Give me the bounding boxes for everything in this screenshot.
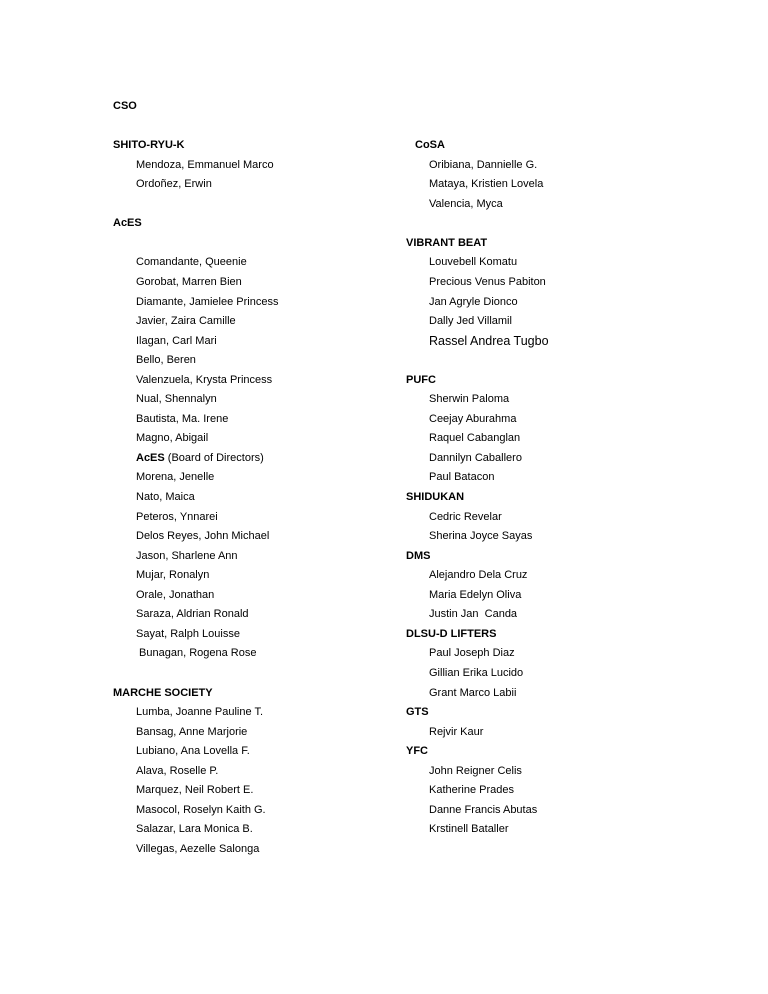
- member-name: Saraza, Aldrian Ronald: [136, 608, 249, 621]
- member-name: Oribiana, Dannielle G.: [429, 158, 538, 171]
- member-name: Comandante, Queenie: [136, 256, 247, 269]
- section-heading: PUFC: [406, 373, 436, 386]
- member-name: Lubiano, Ana Lovella F.: [136, 745, 250, 758]
- section-heading: VIBRANT BEAT: [406, 236, 488, 249]
- section-heading: AcES: [113, 217, 142, 230]
- member-name: Mataya, Kristien Lovela: [429, 178, 544, 191]
- member-name: Sayat, Ralph Louisse: [136, 627, 240, 640]
- member-name: Jason, Sharlene Ann: [136, 549, 238, 562]
- member-name: Cedric Revelar: [429, 510, 502, 523]
- member-name: Gillian Erika Lucido: [429, 666, 524, 679]
- member-name: Morena, Jenelle: [136, 471, 215, 484]
- member-name: Rassel Andrea Tugbo: [429, 333, 549, 348]
- member-name: Lumba, Joanne Pauline T.: [136, 706, 263, 719]
- member-name: Jan Agryle Dionco: [429, 295, 518, 308]
- member-name: AcES (Board of Directors): [136, 451, 264, 464]
- member-name: Maria Edelyn Oliva: [429, 588, 522, 601]
- member-name: Bautista, Ma. Irene: [136, 412, 229, 425]
- document-title: CSO: [113, 100, 137, 112]
- member-name: Mujar, Ronalyn: [136, 569, 210, 582]
- member-name: Valenzuela, Krysta Princess: [136, 373, 273, 386]
- member-name: Raquel Cabanglan: [429, 432, 521, 445]
- member-name: Precious Venus Pabiton: [429, 275, 546, 288]
- member-name: Dally Jed Villamil: [429, 315, 512, 328]
- member-name: Grant Marco Labii: [429, 686, 517, 699]
- member-name: Bansag, Anne Marjorie: [136, 725, 248, 738]
- member-name: Peteros, Ynnarei: [136, 510, 218, 523]
- section-heading: CoSA: [415, 139, 445, 152]
- section-heading: SHIDUKAN: [406, 491, 465, 503]
- member-name: Paul Batacon: [429, 471, 495, 484]
- member-name: Villegas, Aezelle Salonga: [136, 842, 260, 855]
- member-name: Rejvir Kaur: [429, 725, 484, 738]
- section-heading: DLSU-D LIFTERS: [406, 627, 497, 640]
- member-name: Sherwin Paloma: [429, 393, 510, 406]
- member-name: Dannilyn Caballero: [429, 451, 522, 464]
- member-name: Magno, Abigail: [136, 432, 209, 445]
- member-name: Gorobat, Marren Bien: [136, 275, 242, 288]
- member-name: Delos Reyes, John Michael: [136, 530, 270, 543]
- member-name: Bello, Beren: [136, 354, 196, 367]
- member-name: Alejandro Dela Cruz: [429, 569, 528, 582]
- member-name: Sherina Joyce Sayas: [429, 530, 533, 543]
- member-name: Nato, Maica: [136, 491, 195, 503]
- member-name: Krstinell Bataller: [429, 823, 509, 836]
- member-name: Louvebell Komatu: [429, 256, 518, 269]
- member-name: Katherine Prades: [429, 784, 514, 797]
- member-name: Mendoza, Emmanuel Marco: [136, 158, 274, 171]
- member-name: Justin Jan Canda: [429, 608, 518, 621]
- member-name: Paul Joseph Diaz: [429, 647, 515, 660]
- member-name: Javier, Zaira Camille: [136, 315, 236, 328]
- member-name: Bunagan, Rogena Rose: [136, 647, 257, 660]
- section-heading: GTS: [406, 706, 429, 719]
- section-heading: MARCHE SOCIETY: [113, 686, 213, 699]
- member-name: Nual, Shennalyn: [136, 393, 217, 406]
- member-name: Masocol, Roselyn Kaith G.: [136, 803, 266, 816]
- member-name: Marquez, Neil Robert E.: [136, 784, 254, 797]
- member-name: Danne Francis Abutas: [429, 803, 538, 816]
- member-name: Ordoñez, Erwin: [136, 178, 212, 191]
- section-heading: YFC: [406, 745, 428, 758]
- member-name: Ceejay Aburahma: [429, 412, 517, 425]
- member-name: Valencia, Myca: [429, 197, 503, 210]
- member-name: Orale, Jonathan: [136, 588, 215, 601]
- section-heading: SHITO-RYU-K: [113, 139, 185, 152]
- section-heading: DMS: [406, 549, 431, 562]
- member-name: Ilagan, Carl Mari: [136, 334, 217, 347]
- member-org-label: AcES: [136, 451, 165, 464]
- member-name: John Reigner Celis: [429, 764, 522, 777]
- member-name: Diamante, Jamielee Princess: [136, 295, 279, 308]
- member-name: Alava, Roselle P.: [136, 764, 219, 777]
- member-name: Salazar, Lara Monica B.: [136, 823, 253, 836]
